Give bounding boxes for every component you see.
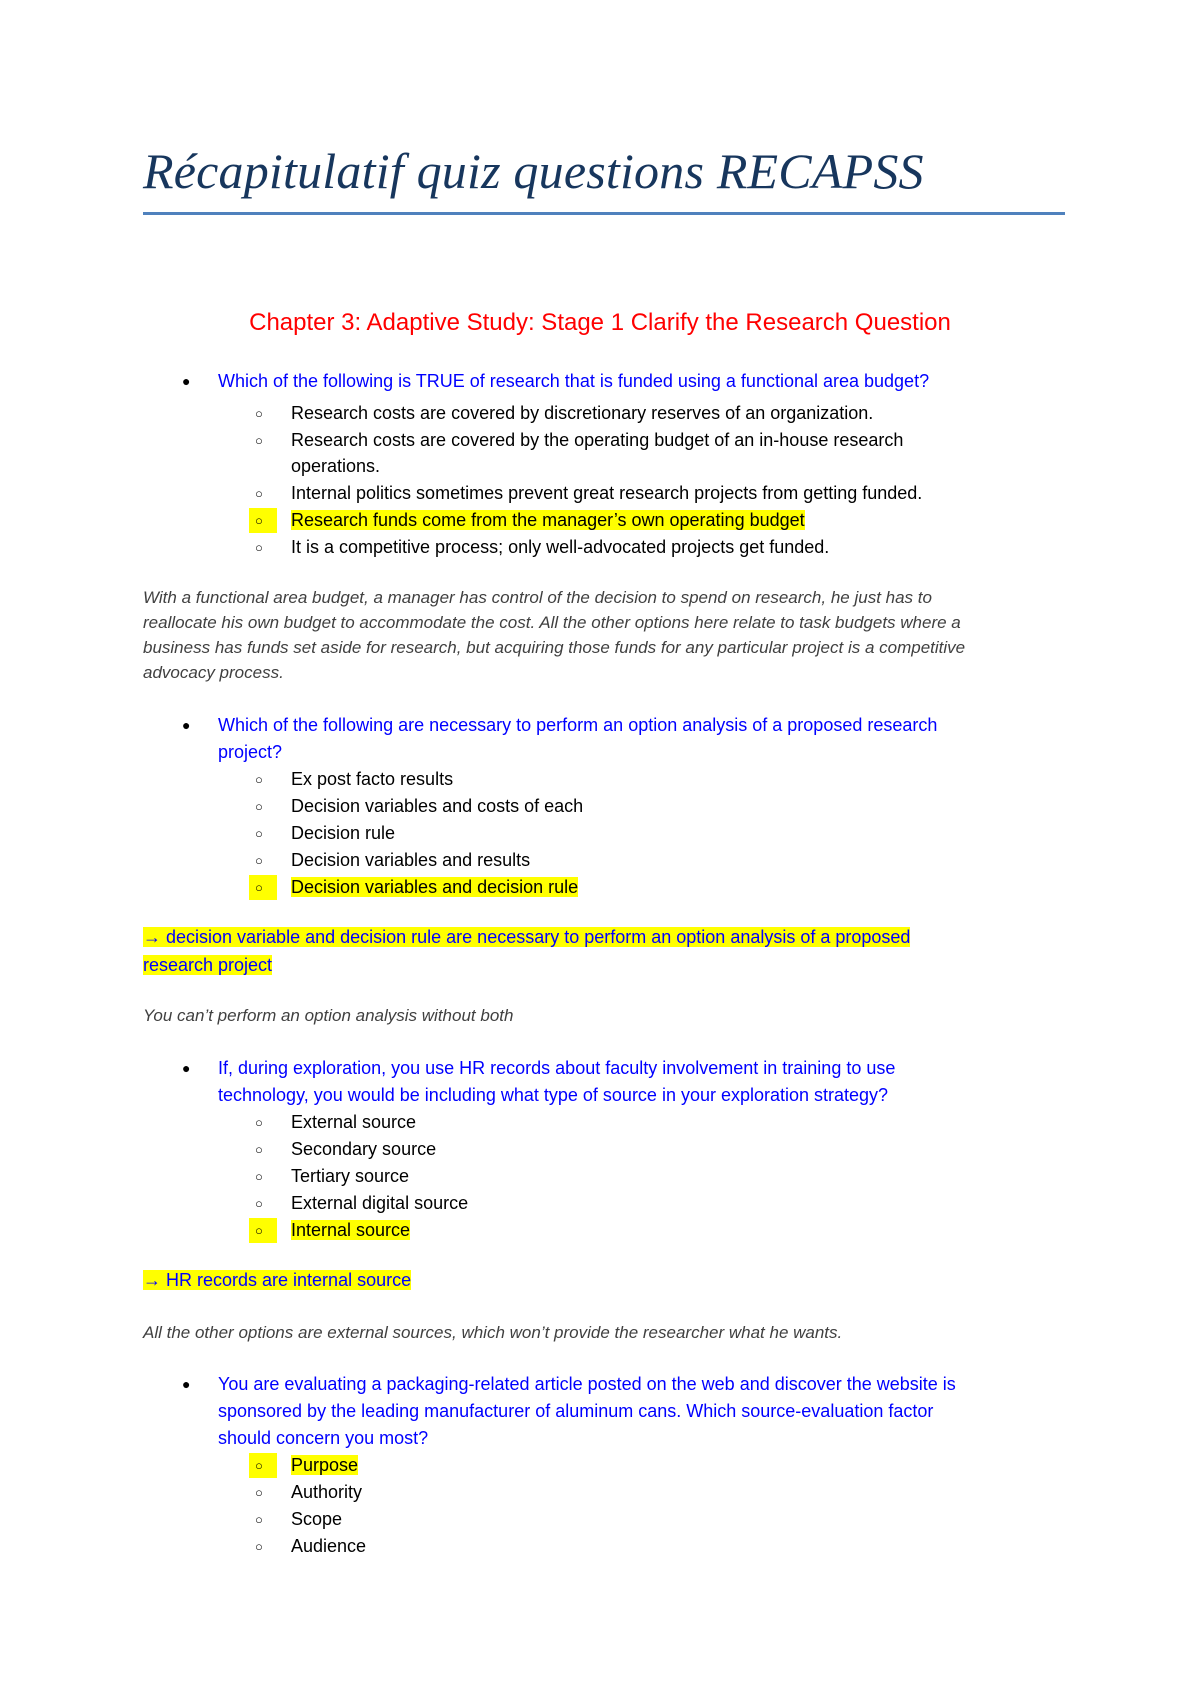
q1-option-2: Research costs are covered by the operating budget of an in-house research xyxy=(291,430,904,450)
q3-explanation: All the other options are external sources, which won’t provide the researcher what he wants. xyxy=(143,1323,843,1342)
option-bullet-icon: ○ xyxy=(255,513,263,528)
q1-option-3: Internal politics sometimes prevent great research projects from getting funded. xyxy=(291,483,923,503)
q4-option-correct: Purpose xyxy=(291,1455,359,1475)
q4-option-4: Audience xyxy=(291,1536,367,1556)
option-bullet-icon: ○ xyxy=(255,1223,263,1238)
question-4-line-3: should concern you most? xyxy=(218,1428,429,1448)
option-bullet-icon: ○ xyxy=(255,486,263,501)
q2-option-4: Decision variables and results xyxy=(291,850,531,870)
question-1: Which of the following is TRUE of research that is funded using a functional area budget? xyxy=(218,371,930,391)
question-2-line-2: project? xyxy=(218,742,283,762)
q3-answer: → HR records are internal source xyxy=(143,1270,412,1290)
option-bullet-icon: ○ xyxy=(255,1169,263,1184)
question-bullet-icon: ● xyxy=(182,1060,191,1076)
q1-option-correct: Research funds come from the manager’s own operating budget xyxy=(291,510,805,530)
option-bullet-icon: ○ xyxy=(255,1115,263,1130)
option-bullet-icon: ○ xyxy=(255,1458,263,1473)
question-bullet-icon: ● xyxy=(182,717,191,733)
q2-answer-line-2: research project xyxy=(143,955,273,975)
title-underline xyxy=(143,212,1065,215)
option-bullet-icon: ○ xyxy=(255,406,263,421)
q2-option-3: Decision rule xyxy=(291,823,396,843)
option-bullet-icon: ○ xyxy=(255,799,263,814)
q1-option-2-cont: operations. xyxy=(291,456,381,476)
option-bullet-icon: ○ xyxy=(255,433,263,448)
q3-option-3: Tertiary source xyxy=(291,1166,410,1186)
q3-option-correct: Internal source xyxy=(291,1220,411,1240)
option-bullet-icon: ○ xyxy=(255,772,263,787)
q1-explanation-line-3: business has funds set aside for research, but acquiring those funds for any particular project is a competitive xyxy=(143,638,966,657)
q4-option-2: Authority xyxy=(291,1482,363,1502)
highlight-mark xyxy=(249,875,277,900)
question-4-line-1: You are evaluating a packaging-related article posted on the web and discover the website is xyxy=(218,1374,956,1394)
option-bullet-icon: ○ xyxy=(255,1512,263,1527)
option-bullet-icon: ○ xyxy=(255,1142,263,1157)
question-bullet-icon: ● xyxy=(182,373,191,389)
option-bullet-icon: ○ xyxy=(255,1485,263,1500)
highlight-mark xyxy=(249,508,277,533)
highlight-mark xyxy=(249,1218,277,1243)
q2-answer-line-1: → decision variable and decision rule are necessary to perform an option analysis of a proposed xyxy=(143,927,911,947)
q1-explanation-line-2: reallocate his own budget to accommodate the cost. All the other options here relate to task budgets where a xyxy=(143,613,961,632)
question-3-line-2: technology, you would be including what type of source in your exploration strategy? xyxy=(218,1085,889,1105)
highlight-mark xyxy=(249,1453,277,1478)
option-bullet-icon: ○ xyxy=(255,540,263,555)
q4-option-3: Scope xyxy=(291,1509,343,1529)
q2-option-correct: Decision variables and decision rule xyxy=(291,877,579,897)
q2-option-2: Decision variables and costs of each xyxy=(291,796,584,816)
option-bullet-icon: ○ xyxy=(255,853,263,868)
q3-option-1: External source xyxy=(291,1112,417,1132)
q3-option-4: External digital source xyxy=(291,1193,469,1213)
q2-explanation: You can’t perform an option analysis without both xyxy=(143,1006,514,1025)
question-2-line-1: Which of the following are necessary to perform an option analysis of a proposed research xyxy=(218,715,938,735)
q1-explanation-line-1: With a functional area budget, a manager has control of the decision to spend on research, he just has to xyxy=(143,588,932,607)
option-bullet-icon: ○ xyxy=(255,826,263,841)
question-bullet-icon: ● xyxy=(182,1376,191,1392)
q1-option-5: It is a competitive process; only well-advocated projects get funded. xyxy=(291,537,830,557)
option-bullet-icon: ○ xyxy=(255,1539,263,1554)
q2-option-1: Ex post facto results xyxy=(291,769,454,789)
q1-explanation-line-4: advocacy process. xyxy=(143,663,284,682)
question-4-line-2: sponsored by the leading manufacturer of aluminum cans. Which source-evaluation factor xyxy=(218,1401,934,1421)
document-title: Récapitulatif quiz questions RECAPSS xyxy=(143,143,924,199)
q1-option-1: Research costs are covered by discretionary reserves of an organization. xyxy=(291,403,874,423)
chapter-heading: Chapter 3: Adaptive Study: Stage 1 Clarify the Research Question xyxy=(249,309,951,336)
option-bullet-icon: ○ xyxy=(255,880,263,895)
question-3-line-1: If, during exploration, you use HR records about faculty involvement in training to use xyxy=(218,1058,896,1078)
option-bullet-icon: ○ xyxy=(255,1196,263,1211)
q3-option-2: Secondary source xyxy=(291,1139,437,1159)
